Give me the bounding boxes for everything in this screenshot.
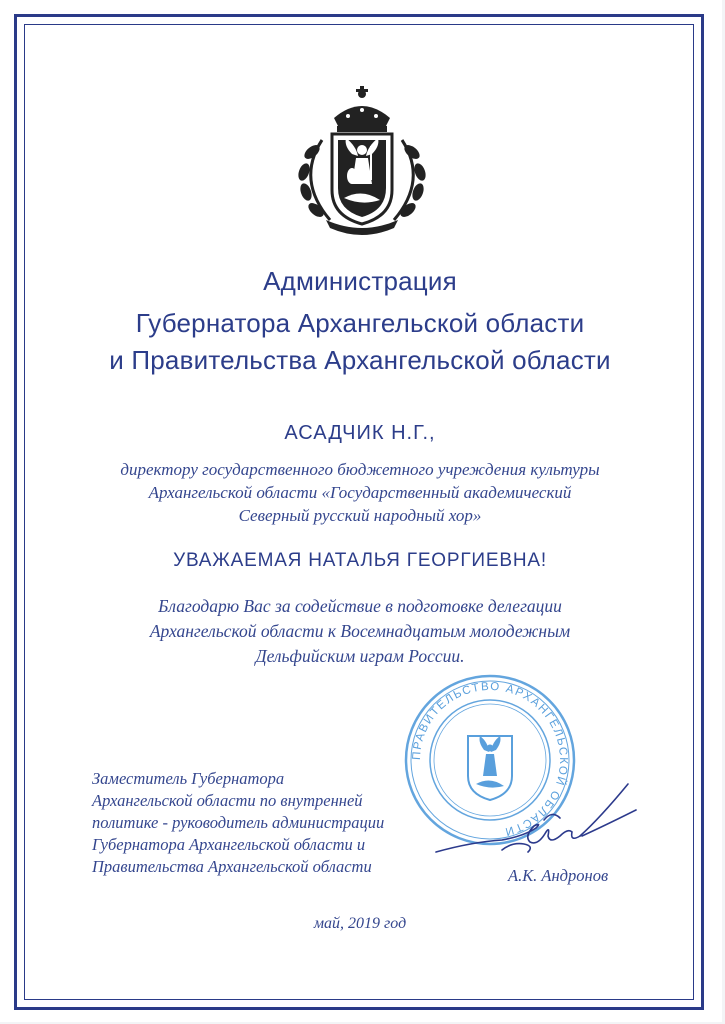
signer-title-line: Заместитель Губернатора xyxy=(92,769,285,788)
title-line-3: и Правительства Архангельской области xyxy=(109,345,611,375)
message-line: Дельфийским играм России. xyxy=(255,646,465,666)
message-line: Благодарю Вас за содействие в подготовке делегации xyxy=(158,596,562,616)
coat-of-arms-icon xyxy=(282,80,442,240)
signer-title-line: Правительства Архангельской области xyxy=(92,857,372,876)
signer-name: А.К. Андронов xyxy=(508,866,609,885)
title-line-1: Администрация xyxy=(263,266,457,296)
recipient-position xyxy=(70,458,650,527)
signer-title-line: Архангельской области по внутренней xyxy=(92,791,363,810)
recipient-name: АСАДЧИК Н.Г., xyxy=(284,422,436,444)
message-line: Архангельской области к Восемнадцатым молодежным xyxy=(149,621,571,641)
stamp-text: ПРАВИТЕЛЬСТВО АРХАНГЕЛЬСКОЙ ОБЛАСТИ xyxy=(410,680,570,838)
signer-title-line: политике - руководитель администрации xyxy=(92,813,385,832)
position-line: Северный русский народный хор» xyxy=(238,506,482,525)
greeting: УВАЖАЕМАЯ НАТАЛЬЯ ГЕОРГИЕВНА! xyxy=(173,550,547,571)
gratitude-message xyxy=(70,594,650,669)
signer-title xyxy=(92,768,452,878)
handwritten-signature xyxy=(432,770,642,870)
position-line: Архангельской области «Государственный академический xyxy=(148,483,572,502)
title-line-2: Губернатора Архангельской области xyxy=(135,308,585,338)
signer-title-line: Губернатора Архангельской области и xyxy=(92,835,366,854)
position-line: директору государственного бюджетного учреждения культуры xyxy=(120,460,600,479)
document-date: май, 2019 год xyxy=(313,915,407,932)
